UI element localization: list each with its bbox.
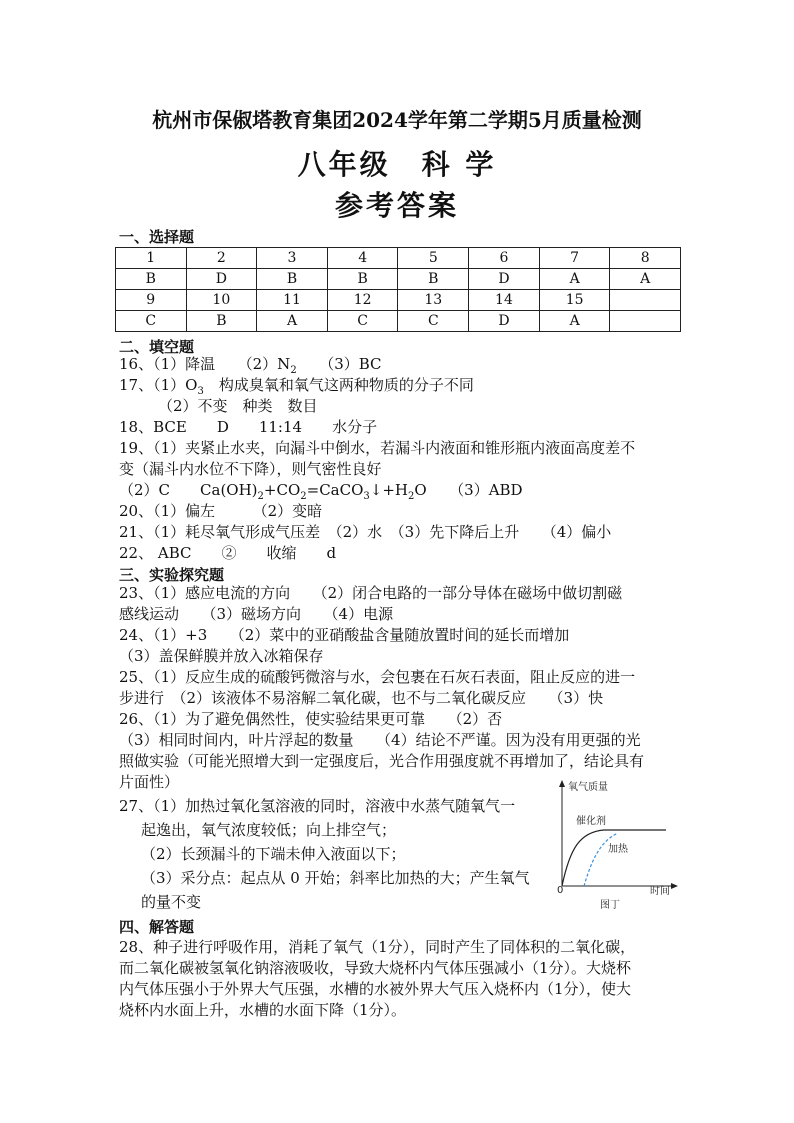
answer-19-line1: 19、（1）夹紧止水夹，向漏斗中倒水，若漏斗内液面和锥形瓶内液面高度差不 xyxy=(119,439,636,457)
answer-28-line4: 烧杯内水面上升，水槽的水面下降（1分）。 xyxy=(119,1001,407,1019)
grade-subject: 八年级 科 学 xyxy=(297,148,497,181)
section-choice: 一、选择题 xyxy=(119,228,195,246)
heating-label: 加热 xyxy=(608,844,628,855)
answer-text: =CaCO xyxy=(306,481,364,499)
table-cell: D xyxy=(469,311,540,332)
table-cell: A xyxy=(610,269,681,290)
answer-27-line1: 27、（1）加热过氧化氢溶液的同时，溶液中水蒸气随氧气一 xyxy=(119,797,516,815)
table-cell: 6 xyxy=(469,248,540,269)
table-cell: C xyxy=(398,311,469,332)
y-axis-arrow xyxy=(559,780,565,787)
x-axis-label: 时间 xyxy=(650,886,670,897)
table-cell: B xyxy=(398,269,469,290)
answer-25-line2: 步进行 （2）该液体不易溶解二氧化碳，也不与二氧化碳反应 （3）快 xyxy=(119,689,604,707)
answer-26-line2: （3）相同时间内，叶片浮起的数量 （4）结论不严谨。因为没有用更强的光 xyxy=(119,731,641,749)
answer-27-line4: （3）采分点：起点从 0 开始；斜率比加热的大；产生氧气 xyxy=(141,869,530,887)
table-cell: D xyxy=(469,269,540,290)
figure-caption: 图丁 xyxy=(600,900,620,911)
choice-answer-table xyxy=(115,247,681,332)
answer-23-line2: 感线运动 （3）磁场方向 （4）电源 xyxy=(119,605,394,623)
answer-28-line1: 28、种子进行呼吸作用，消耗了氧气（1分），同时产生了同体积的二氧化碳， xyxy=(119,938,636,956)
answer-text: （2）C Ca(OH) xyxy=(119,481,258,499)
answer-text: ↓+H xyxy=(369,481,408,499)
table-cell: A xyxy=(257,311,328,332)
table-cell: B xyxy=(116,269,187,290)
section-experiment: 三、实验探究题 xyxy=(119,566,225,584)
table-cell: A xyxy=(539,269,610,290)
exam-title: 杭州市保俶塔教育集团2024学年第二学期5月质量检测 xyxy=(152,108,642,132)
subscript: 3 xyxy=(363,491,370,502)
table-cell: 9 xyxy=(116,290,187,311)
table-cell: 12 xyxy=(327,290,398,311)
catalyst-label: 催化剂 xyxy=(576,816,606,827)
answer-25-line1: 25、（1）反应生成的硫酸钙微溶与水，会包裹在石灰石表面，阻止反应的进一 xyxy=(119,668,636,686)
answer-24-line1: 24、（1）+3 （2）菜中的亚硝酸盐含量随放置时间的延长而增加 xyxy=(119,626,570,644)
answer-26-line1: 26、（1）为了避免偶然性，使实验结果更可靠 （2）否 xyxy=(119,710,503,728)
answer-27-line3: （2）长颈漏斗的下端未伸入液面以下； xyxy=(141,845,406,863)
subscript: 3 xyxy=(197,386,204,397)
subscript: 2 xyxy=(290,365,297,376)
table-cell: B xyxy=(186,311,257,332)
section-answer: 四、解答题 xyxy=(119,918,195,936)
table-cell: 15 xyxy=(539,290,610,311)
answer-text: （3）BC xyxy=(296,355,382,373)
table-row xyxy=(116,311,681,332)
table-row xyxy=(116,269,681,290)
answer-26-line4: 片面性） xyxy=(119,773,180,791)
answer-text: +CO xyxy=(263,481,301,499)
answer-22: 22、 ABC ② 收缩 d xyxy=(119,544,337,562)
answer-text: 17、（1）O xyxy=(119,376,198,394)
answer-28-line3: 内气体压强小于外界大气压强，水槽的水被外界大气压入烧杯内（1分），使大 xyxy=(119,980,632,998)
heating-curve xyxy=(584,833,618,886)
table-cell: 3 xyxy=(257,248,328,269)
table-cell: D xyxy=(186,269,257,290)
table-cell xyxy=(610,311,681,332)
answer-18: 18、BCE D 11:14 水分子 xyxy=(119,418,378,436)
table-cell: 4 xyxy=(327,248,398,269)
answer-17-line2: （2）不变 种类 数目 xyxy=(158,397,318,415)
subscript: 2 xyxy=(257,491,264,502)
answer-20: 20、（1）偏左 （2）变暗 xyxy=(119,502,323,520)
section-fill: 二、填空题 xyxy=(119,338,195,356)
answer-text: O （3）ABD xyxy=(414,481,523,499)
table-cell: 13 xyxy=(398,290,469,311)
table-cell: 11 xyxy=(257,290,328,311)
catalyst-curve xyxy=(562,830,666,886)
table-cell: 8 xyxy=(610,248,681,269)
table-cell: B xyxy=(327,269,398,290)
table-cell: 1 xyxy=(116,248,187,269)
y-axis-label: 氧气质量 xyxy=(568,782,608,793)
table-cell: 5 xyxy=(398,248,469,269)
x-axis-arrow xyxy=(671,883,678,889)
table-cell: 14 xyxy=(469,290,540,311)
answer-26-line3: 照做实验（可能光照增大到一定强度后，光合作用强度就不再增加了，结论具有 xyxy=(119,752,645,770)
table-cell: C xyxy=(327,311,398,332)
subscript: 2 xyxy=(300,491,307,502)
answer-21: 21、（1）耗尽氧气形成气压差 （2）水 （3）先下降后上升 （4）偏小 xyxy=(119,523,612,541)
answer-19-line2: 变（漏斗内水位不下降），则气密性良好 xyxy=(119,460,382,478)
oxygen-mass-graph xyxy=(548,778,680,912)
table-cell xyxy=(610,290,681,311)
answer-27-line2: 起逸出，氧气浓度较低；向上排空气； xyxy=(141,821,397,839)
answer-23-line1: 23、（1）感应电流的方向 （2）闭合电路的一部分导体在磁场中做切割磁 xyxy=(119,584,623,602)
table-row xyxy=(116,290,681,311)
table-cell: 7 xyxy=(539,248,610,269)
doc-type: 参考答案 xyxy=(334,189,459,222)
table-cell: 2 xyxy=(186,248,257,269)
answer-text: 构成臭氧和氧气这两种物质的分子不同 xyxy=(203,376,474,394)
answer-27-line5: 的量不变 xyxy=(141,893,202,911)
table-row xyxy=(116,248,681,269)
answer-text: 16、（1）降温 （2）N xyxy=(119,355,291,373)
origin-label: 0 xyxy=(557,885,564,896)
answer-24-line2: （3）盖保鲜膜并放入冰箱保存 xyxy=(119,647,324,665)
table-cell: C xyxy=(116,311,187,332)
answer-28-line2: 而二氧化碳被氢氧化钠溶液吸收，导致大烧杯内气体压强减小（1分）。大烧杯 xyxy=(119,959,632,977)
table-cell: 10 xyxy=(186,290,257,311)
subscript: 2 xyxy=(407,491,415,502)
table-cell: A xyxy=(539,311,610,332)
table-cell: B xyxy=(257,269,328,290)
